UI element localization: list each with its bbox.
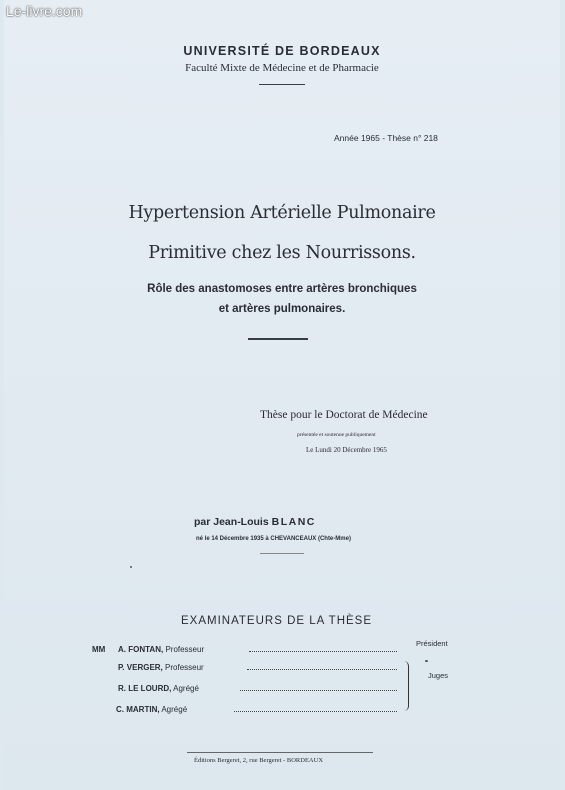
thesis-label: Thèse pour le Doctorat de Médecine: [260, 409, 428, 421]
examiner-initial: P.: [118, 663, 125, 672]
subtitle-line-2: et artères pulmonaires.: [218, 303, 346, 315]
title-line-2: Primitive chez les Nourrissons.: [148, 243, 416, 263]
leader-dots: [240, 690, 397, 691]
juges-label: Juges: [428, 671, 449, 680]
examiner-initial: A.: [118, 645, 126, 654]
examiner-role: Professeur: [165, 663, 204, 672]
leader-dots: [234, 711, 397, 712]
examiner-name: FONTAN,: [128, 645, 164, 654]
examiner-name: LE LOURD,: [128, 684, 172, 693]
mm-label: MM: [92, 645, 106, 654]
author-divider: [260, 553, 304, 554]
examiner-row: [118, 645, 204, 654]
juges-brace: [404, 661, 409, 711]
examiner-row: [118, 663, 204, 672]
examiner-role: Agrégé: [173, 684, 199, 693]
leader-dots: [247, 669, 397, 670]
examiners-heading: EXAMINATEURS DE LA THÈSE: [181, 615, 373, 627]
author-surname: BLANC: [271, 516, 316, 528]
subtitle-line-1: Rôle des anastomoses entre artères bronchiques: [147, 283, 417, 295]
university-name: UNIVERSITÉ DE BORDEAUX: [183, 44, 381, 58]
speck: [130, 566, 132, 568]
watermark: Le-livre.com: [6, 3, 83, 19]
author-birth: né le 14 Décembre 1935 à CHEVANCEAUX (Chte-Mme): [196, 536, 351, 542]
examiner-name: MARTIN,: [126, 705, 160, 714]
ditto-mark: [425, 660, 428, 662]
examiner-row: [116, 705, 187, 714]
examiner-initial: R.: [118, 684, 126, 693]
examiner-role: Agrégé: [161, 705, 188, 714]
thesis-year-number: Année 1965 - Thèse n° 218: [334, 133, 438, 143]
presentation-note: présentée et soutenue publiquement: [297, 432, 376, 438]
publisher-line: Éditions Bergeret, 2, rue Bergeret - BORDEAUX: [194, 757, 324, 764]
president-label: Président: [416, 639, 448, 648]
leader-dots: [249, 651, 397, 652]
author-line: [194, 516, 316, 528]
examiner-role: Professeur: [165, 645, 205, 654]
header-divider: [259, 84, 305, 85]
faculty-name: Faculté Mixte de Médecine et de Pharmacie: [185, 62, 379, 74]
examiner-row: [118, 684, 199, 693]
examiner-name: VERGER,: [126, 663, 163, 672]
footer-rule: [187, 752, 373, 753]
document-page: [4, 0, 560, 790]
defense-date: Le Lundi 20 Décembre 1965: [306, 446, 387, 454]
title-divider: [248, 338, 308, 340]
author-prefix: par Jean-Louis: [194, 516, 272, 528]
title-line-1: Hypertension Artérielle Pulmonaire: [128, 203, 436, 223]
examiner-initial: C.: [116, 705, 124, 714]
